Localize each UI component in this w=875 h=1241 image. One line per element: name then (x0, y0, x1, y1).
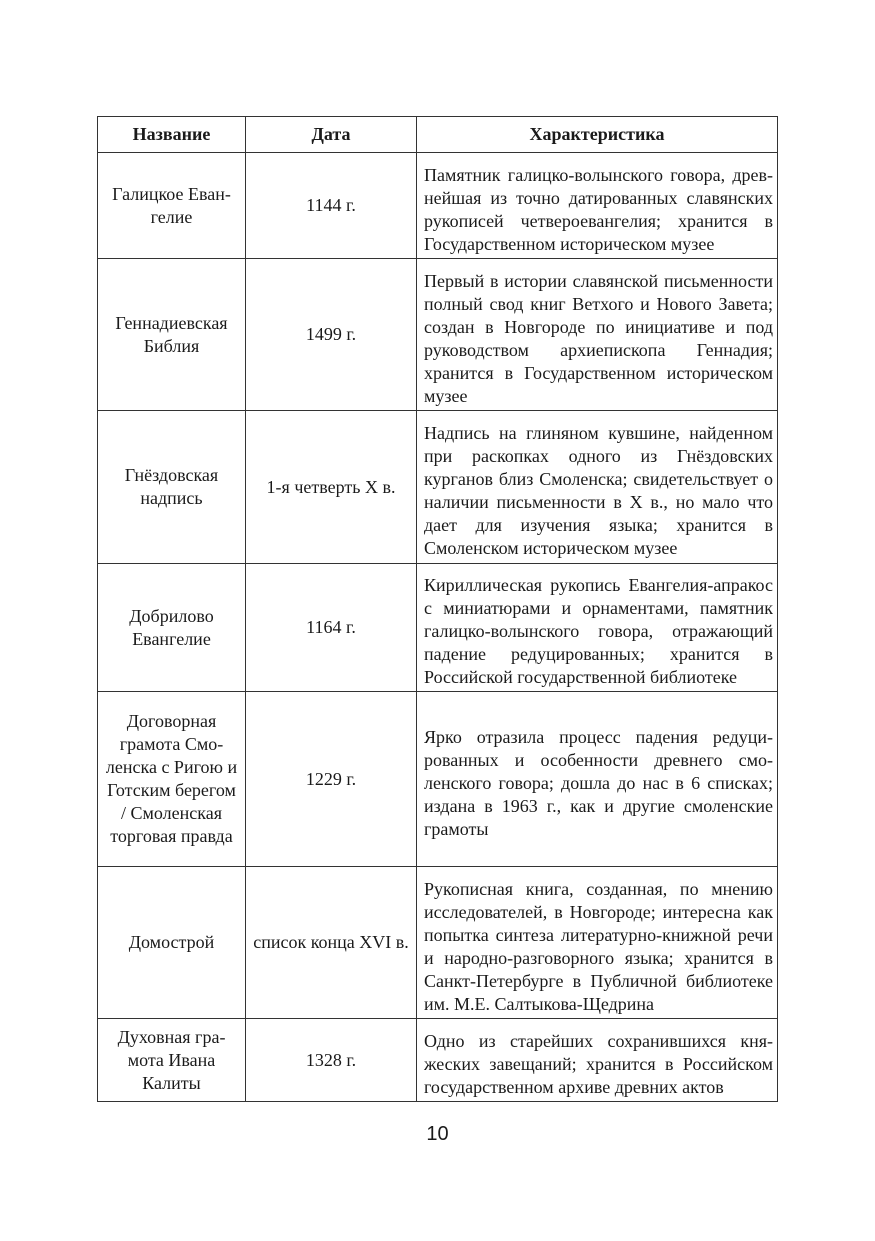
monument-name: Галицкое Евангелие (98, 153, 246, 259)
monument-name: Добрилово Евангелие (98, 564, 246, 692)
monument-description: Ярко отразила процесс падения редуцированных и особенности древнего смоленского говора; дошла до нас в 6 списках; издана в 1963 г., как и другие смоленские грамоты (417, 692, 778, 867)
monument-name: Договорная грамота Смоленска с Ригою и Готским берегом / Смоленская торговая правда (98, 692, 246, 867)
monument-description: Одно из старейших сохранившихся княжеских завещаний; хранится в Российском государственном архиве древних актов (417, 1019, 778, 1102)
monument-date: список конца XVI в. (246, 867, 417, 1019)
monument-description: Надпись на глиняном кувшине, найденном при раскопках одного из Гнёздовских курганов близ Смоленска; свидетельствует о наличии письменности в X в., но мало что дает для изучения языка; хранится в Смоленском историческом музее (417, 411, 778, 564)
header-description: Характеристика (417, 117, 778, 153)
monument-date: 1-я четверть X в. (246, 411, 417, 564)
monument-date: 1499 г. (246, 259, 417, 411)
monument-name: Домострой (98, 867, 246, 1019)
page-number: 10 (426, 1123, 449, 1145)
monument-description: Памятник галицко-волынского говора, древнейшая из точно датированных славянских рукописей четвероевангелия; хранится в Государственном историческом музее (417, 153, 778, 259)
table-row (98, 1019, 778, 1102)
monument-description: Кириллическая рукопись Евангелия-апракос с миниатюрами и орнаментами, памятник галицко-волынского говора, отражающий падение редуцированных; хранится в Российской государственной библиотеке (417, 564, 778, 692)
monument-date: 1328 г. (246, 1019, 417, 1102)
monument-name: Геннадиевская Библия (98, 259, 246, 411)
monument-date: 1229 г. (246, 692, 417, 867)
table-row (98, 259, 778, 411)
monument-name: Духовная грамота Ивана Калиты (98, 1019, 246, 1102)
table-header-row (98, 117, 778, 153)
table-row (98, 564, 778, 692)
monuments-table (97, 116, 778, 1102)
table-row (98, 153, 778, 259)
monument-date: 1144 г. (246, 153, 417, 259)
monument-date: 1164 г. (246, 564, 417, 692)
table-row (98, 411, 778, 564)
header-name: Название (98, 117, 246, 153)
monument-description: Рукописная книга, созданная, по мнению исследователей, в Новгороде; интересна как попытка синтеза литературно-книжной речи и народно-разговорного языка; хранится в Санкт-Петербурге в Публичной библиотеке им. М.Е. Салтыкова-Щедрина (417, 867, 778, 1019)
monument-name: Гнёздовская надпись (98, 411, 246, 564)
monument-description: Первый в истории славянской письменности полный свод книг Ветхого и Нового Завета; создан в Новгороде по инициативе и под руководством архиепископа Геннадия; хранится в Государственном историческом музее (417, 259, 778, 411)
table-row (98, 692, 778, 867)
table-row (98, 867, 778, 1019)
header-date: Дата (246, 117, 417, 153)
